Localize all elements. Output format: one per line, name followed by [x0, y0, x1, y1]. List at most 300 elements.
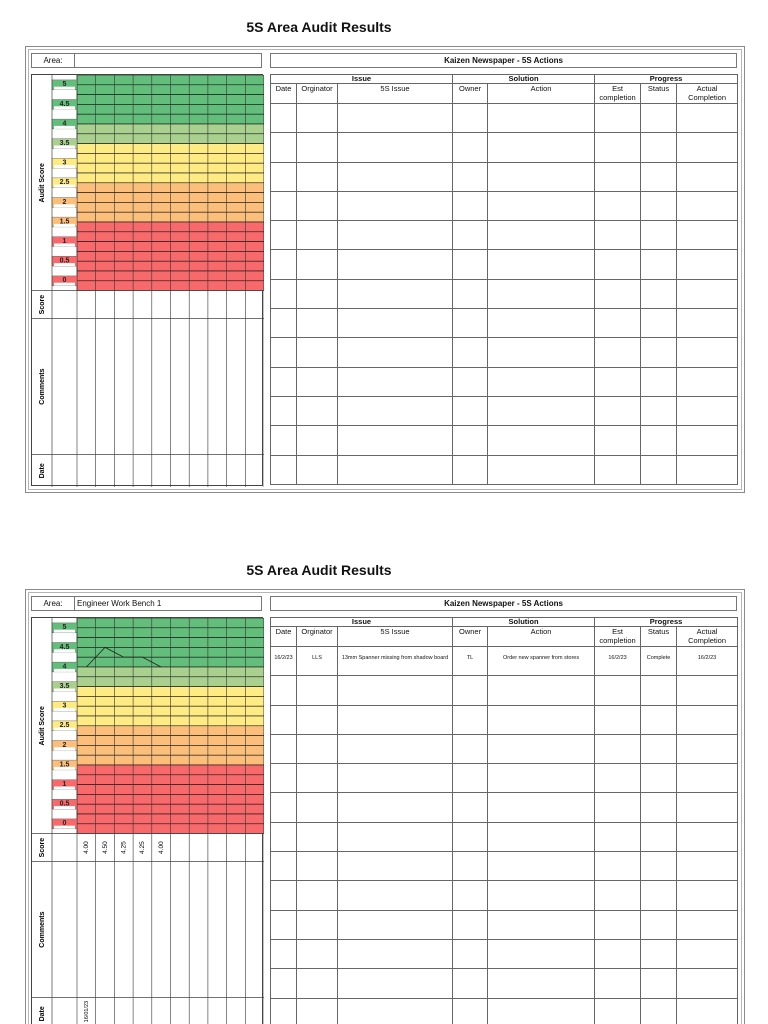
table-cell[interactable] — [677, 793, 738, 822]
table-row — [271, 910, 738, 939]
table-cell[interactable] — [271, 998, 297, 1024]
table-cell[interactable] — [595, 309, 641, 338]
audit-score-label: Audit Score — [38, 706, 46, 746]
table-cell[interactable] — [453, 104, 488, 133]
scale-tick-label: 1 — [62, 238, 67, 245]
table-cell[interactable] — [641, 822, 677, 851]
table-cell[interactable] — [595, 822, 641, 851]
table-cell[interactable] — [297, 969, 338, 998]
scale-tick-label: 4.5 — [59, 100, 70, 108]
table-cell[interactable] — [338, 221, 453, 250]
table-cell[interactable] — [488, 852, 595, 881]
table-cell[interactable] — [297, 455, 338, 484]
table-cell[interactable] — [338, 455, 453, 484]
table-cell[interactable] — [338, 191, 453, 220]
kaizen-title: Kaizen Newspaper - 5S Actions — [270, 53, 737, 68]
group-issue: Issue — [271, 618, 453, 627]
comments-row-label: Comments — [38, 911, 46, 948]
table-cell[interactable] — [677, 910, 738, 939]
table-cell[interactable] — [297, 676, 338, 705]
kaizen-title: Kaizen Newspaper - 5S Actions — [270, 596, 737, 611]
table-cell[interactable] — [641, 881, 677, 910]
table-cell[interactable] — [271, 881, 297, 910]
table-cell[interactable] — [595, 396, 641, 425]
area-field[interactable]: Engineer Work Bench 1 — [75, 596, 262, 611]
table-cell[interactable] — [338, 764, 453, 793]
table-cell[interactable] — [271, 338, 297, 367]
table-cell[interactable] — [677, 426, 738, 455]
table-row — [271, 279, 738, 308]
table-cell[interactable] — [595, 104, 641, 133]
table-cell[interactable] — [453, 822, 488, 851]
table-cell[interactable] — [297, 764, 338, 793]
table-cell[interactable] — [297, 998, 338, 1024]
table-cell[interactable] — [271, 455, 297, 484]
date-row-label: Date — [38, 463, 46, 479]
table-cell[interactable] — [453, 221, 488, 250]
table-cell[interactable] — [641, 279, 677, 308]
table-cell[interactable] — [297, 104, 338, 133]
table-cell[interactable] — [488, 309, 595, 338]
date-row-label: Date — [38, 1006, 46, 1022]
table-cell[interactable] — [271, 793, 297, 822]
table-cell[interactable] — [595, 852, 641, 881]
table-cell[interactable] — [453, 998, 488, 1024]
table-cell[interactable] — [595, 426, 641, 455]
table-cell[interactable] — [488, 133, 595, 162]
column-header: Actual Completion — [677, 627, 738, 647]
score-panel — [31, 617, 263, 1024]
scale-tick-label: 4 — [62, 663, 67, 671]
column-header: Owner — [453, 84, 488, 104]
table-cell[interactable] — [453, 910, 488, 939]
actions-table — [270, 74, 738, 485]
table-cell[interactable]: TL — [453, 647, 488, 676]
table-cell[interactable] — [488, 367, 595, 396]
table-cell[interactable] — [595, 221, 641, 250]
table-row — [271, 250, 738, 279]
table-cell[interactable] — [297, 279, 338, 308]
table-cell[interactable] — [271, 191, 297, 220]
table-row — [271, 104, 738, 133]
table-row — [271, 939, 738, 968]
table-cell[interactable] — [338, 939, 453, 968]
table-cell[interactable] — [338, 676, 453, 705]
scale-tick-label: 4.5 — [59, 643, 70, 651]
table-cell[interactable]: Complete — [641, 647, 677, 676]
table-cell[interactable] — [488, 910, 595, 939]
column-header: Status — [641, 627, 677, 647]
table-cell[interactable] — [488, 426, 595, 455]
table-cell[interactable] — [271, 250, 297, 279]
table-cell[interactable] — [677, 764, 738, 793]
table-row — [271, 647, 738, 676]
table-cell[interactable] — [271, 822, 297, 851]
table-cell[interactable] — [453, 309, 488, 338]
column-header: Est completion — [595, 84, 641, 104]
table-cell[interactable] — [338, 734, 453, 763]
table-cell[interactable] — [595, 455, 641, 484]
area-label: Area: — [31, 53, 75, 68]
group-solution: Solution — [453, 75, 595, 84]
table-cell[interactable] — [595, 793, 641, 822]
scale-tick-label: 2.5 — [59, 722, 70, 730]
table-cell[interactable] — [488, 764, 595, 793]
table-cell[interactable] — [338, 309, 453, 338]
column-header: Est completion — [595, 627, 641, 647]
scale-tick-label: 4 — [62, 120, 67, 128]
scale-tick-label: 0.5 — [59, 257, 70, 265]
table-cell[interactable] — [677, 250, 738, 279]
table-cell[interactable]: LLS — [297, 647, 338, 676]
table-cell[interactable] — [641, 396, 677, 425]
table-cell[interactable] — [271, 396, 297, 425]
table-cell[interactable] — [677, 705, 738, 734]
group-progress: Progress — [595, 618, 738, 627]
table-cell[interactable] — [488, 104, 595, 133]
table-cell[interactable] — [677, 455, 738, 484]
table-row — [271, 881, 738, 910]
table-cell[interactable] — [595, 279, 641, 308]
area-label: Area: — [31, 596, 75, 611]
table-cell[interactable] — [297, 338, 338, 367]
table-row — [271, 191, 738, 220]
table-cell[interactable] — [453, 426, 488, 455]
table-cell[interactable] — [297, 822, 338, 851]
table-cell[interactable] — [488, 162, 595, 191]
table-cell[interactable] — [338, 279, 453, 308]
table-cell[interactable] — [595, 367, 641, 396]
table-cell[interactable] — [338, 104, 453, 133]
column-header: Orginator — [297, 627, 338, 647]
table-cell[interactable] — [453, 133, 488, 162]
table-cell[interactable] — [677, 881, 738, 910]
table-cell[interactable] — [338, 162, 453, 191]
table-cell[interactable] — [338, 426, 453, 455]
table-cell[interactable] — [641, 939, 677, 968]
scale-tick-label: 5 — [62, 81, 67, 89]
table-cell[interactable] — [595, 998, 641, 1024]
table-cell[interactable] — [297, 133, 338, 162]
table-cell[interactable] — [641, 338, 677, 367]
table-row — [271, 162, 738, 191]
table-cell[interactable] — [297, 705, 338, 734]
scale-tick-label: 1.5 — [59, 218, 70, 226]
table-cell[interactable] — [488, 969, 595, 998]
table-cell[interactable] — [338, 250, 453, 279]
table-cell[interactable] — [338, 133, 453, 162]
table-row — [271, 852, 738, 881]
column-header: Action — [488, 627, 595, 647]
table-cell[interactable] — [297, 191, 338, 220]
table-cell[interactable] — [297, 221, 338, 250]
comments-row-label: Comments — [38, 368, 46, 405]
table-cell[interactable] — [297, 426, 338, 455]
column-header: Date — [271, 84, 297, 104]
table-cell[interactable] — [595, 705, 641, 734]
table-cell[interactable] — [488, 455, 595, 484]
table-cell[interactable] — [677, 734, 738, 763]
table-cell[interactable] — [453, 676, 488, 705]
table-cell[interactable] — [453, 455, 488, 484]
table-cell[interactable] — [338, 881, 453, 910]
column-header: Date — [271, 627, 297, 647]
table-cell[interactable] — [641, 309, 677, 338]
table-row — [271, 338, 738, 367]
table-row — [271, 426, 738, 455]
table-row — [271, 822, 738, 851]
scale-tick-label: 3.5 — [59, 140, 70, 147]
table-cell[interactable] — [595, 338, 641, 367]
audit-score-chart — [32, 618, 264, 1024]
column-header: Owner — [453, 627, 488, 647]
table-cell[interactable] — [271, 969, 297, 998]
table-cell[interactable] — [677, 104, 738, 133]
audit-sheet-1 — [25, 46, 745, 493]
table-cell[interactable] — [641, 676, 677, 705]
table-cell[interactable] — [641, 910, 677, 939]
table-cell[interactable] — [338, 338, 453, 367]
table-cell[interactable] — [338, 793, 453, 822]
table-cell[interactable] — [641, 455, 677, 484]
table-cell[interactable] — [488, 396, 595, 425]
table-cell[interactable] — [641, 191, 677, 220]
table-cell[interactable] — [271, 676, 297, 705]
table-row — [271, 734, 738, 763]
table-cell[interactable] — [271, 939, 297, 968]
table-cell[interactable] — [338, 852, 453, 881]
group-progress: Progress — [595, 75, 738, 84]
score-panel — [31, 74, 263, 486]
table-cell[interactable] — [677, 309, 738, 338]
table-cell[interactable] — [488, 939, 595, 968]
table-cell[interactable] — [641, 367, 677, 396]
table-cell[interactable]: 13mm Spanner missing from shadow board — [338, 647, 453, 676]
table-cell[interactable] — [488, 221, 595, 250]
table-cell[interactable] — [297, 162, 338, 191]
table-cell[interactable] — [677, 396, 738, 425]
table-row — [271, 998, 738, 1024]
table-cell[interactable] — [677, 939, 738, 968]
scale-tick-label: 0 — [62, 820, 67, 828]
table-cell[interactable] — [453, 191, 488, 220]
table-cell[interactable] — [488, 998, 595, 1024]
table-cell[interactable] — [677, 676, 738, 705]
table-cell[interactable] — [338, 367, 453, 396]
table-cell[interactable] — [595, 676, 641, 705]
table-cell[interactable] — [641, 793, 677, 822]
table-cell[interactable] — [271, 309, 297, 338]
score-value: 4.00 — [83, 841, 91, 854]
table-cell[interactable] — [488, 734, 595, 763]
table-cell[interactable] — [453, 939, 488, 968]
table-cell[interactable] — [453, 705, 488, 734]
table-cell[interactable] — [595, 910, 641, 939]
table-cell[interactable] — [338, 910, 453, 939]
table-cell[interactable] — [488, 822, 595, 851]
group-issue: Issue — [271, 75, 453, 84]
table-cell[interactable] — [641, 104, 677, 133]
table-cell[interactable] — [488, 279, 595, 308]
table-cell[interactable] — [453, 396, 488, 425]
table-cell[interactable] — [338, 705, 453, 734]
table-cell[interactable] — [453, 969, 488, 998]
table-cell[interactable] — [271, 221, 297, 250]
table-row — [271, 705, 738, 734]
table-row — [271, 676, 738, 705]
table-cell[interactable] — [453, 881, 488, 910]
table-cell[interactable]: Order new spanner from stores — [488, 647, 595, 676]
table-cell[interactable] — [297, 852, 338, 881]
table-cell[interactable] — [488, 250, 595, 279]
table-cell[interactable] — [488, 705, 595, 734]
table-cell[interactable] — [338, 969, 453, 998]
column-header: Action — [488, 84, 595, 104]
table-cell[interactable] — [595, 734, 641, 763]
column-header: Status — [641, 84, 677, 104]
table-cell[interactable]: 16/2/23 — [595, 647, 641, 676]
table-cell[interactable] — [595, 881, 641, 910]
table-cell[interactable] — [677, 367, 738, 396]
table-row — [271, 455, 738, 484]
table-cell[interactable] — [297, 396, 338, 425]
table-cell[interactable] — [453, 162, 488, 191]
table-cell[interactable] — [297, 881, 338, 910]
table-cell[interactable] — [677, 221, 738, 250]
table-cell[interactable] — [641, 734, 677, 763]
column-header: 5S Issue — [338, 84, 453, 104]
table-cell[interactable] — [595, 939, 641, 968]
column-header: Orginator — [297, 84, 338, 104]
table-cell[interactable] — [641, 705, 677, 734]
table-cell[interactable] — [297, 910, 338, 939]
table-cell[interactable] — [297, 734, 338, 763]
table-cell[interactable] — [641, 250, 677, 279]
table-cell[interactable] — [271, 133, 297, 162]
score-value: 4.25 — [139, 841, 147, 854]
area-field[interactable] — [75, 53, 262, 68]
table-row — [271, 396, 738, 425]
scale-tick-label: 3.5 — [59, 683, 70, 690]
table-cell[interactable] — [297, 309, 338, 338]
scale-tick-label: 1 — [62, 781, 67, 788]
table-cell[interactable] — [677, 852, 738, 881]
table-cell[interactable] — [595, 764, 641, 793]
table-cell[interactable] — [453, 793, 488, 822]
table-cell[interactable] — [271, 705, 297, 734]
table-cell[interactable] — [338, 998, 453, 1024]
table-cell[interactable] — [677, 822, 738, 851]
audit-sheet-2 — [25, 589, 745, 1024]
table-cell[interactable] — [271, 367, 297, 396]
table-cell[interactable] — [677, 162, 738, 191]
audit-date: 16/01/23 — [83, 1000, 90, 1023]
scale-tick-label: 2 — [62, 198, 67, 206]
table-cell[interactable] — [271, 764, 297, 793]
table-cell[interactable] — [677, 998, 738, 1024]
scale-tick-label: 5 — [62, 624, 67, 632]
table-cell[interactable] — [338, 396, 453, 425]
table-cell[interactable] — [595, 133, 641, 162]
table-cell[interactable] — [641, 998, 677, 1024]
table-cell[interactable] — [595, 191, 641, 220]
table-cell[interactable] — [271, 104, 297, 133]
column-header: 5S Issue — [338, 627, 453, 647]
score-row-label: Score — [38, 837, 46, 858]
table-cell[interactable] — [641, 764, 677, 793]
audit-score-chart — [32, 75, 264, 487]
score-value: 4.00 — [157, 841, 165, 854]
table-cell[interactable] — [297, 367, 338, 396]
table-cell[interactable]: 16/2/23 — [271, 647, 297, 676]
table-cell[interactable] — [271, 426, 297, 455]
table-cell[interactable] — [297, 250, 338, 279]
table-cell[interactable] — [297, 939, 338, 968]
table-cell[interactable] — [488, 191, 595, 220]
table-cell[interactable] — [595, 969, 641, 998]
table-cell[interactable] — [453, 734, 488, 763]
table-cell[interactable] — [677, 969, 738, 998]
scale-tick-label: 1.5 — [59, 761, 70, 769]
table-cell[interactable] — [453, 852, 488, 881]
table-cell[interactable] — [641, 969, 677, 998]
table-cell[interactable] — [488, 338, 595, 367]
table-cell[interactable] — [595, 162, 641, 191]
page-title-2: 5S Area Audit Results — [246, 562, 392, 578]
score-row-label: Score — [38, 294, 46, 315]
table-cell[interactable] — [595, 250, 641, 279]
table-cell[interactable] — [453, 279, 488, 308]
table-cell[interactable] — [488, 676, 595, 705]
table-cell[interactable] — [641, 852, 677, 881]
audit-score-label: Audit Score — [38, 163, 46, 203]
table-cell[interactable] — [453, 250, 488, 279]
table-cell[interactable] — [271, 279, 297, 308]
table-cell[interactable] — [677, 191, 738, 220]
table-cell[interactable] — [488, 793, 595, 822]
table-cell[interactable] — [641, 426, 677, 455]
actions-table — [270, 617, 738, 1024]
table-cell[interactable] — [271, 910, 297, 939]
table-cell[interactable] — [677, 133, 738, 162]
scale-tick-label: 2.5 — [59, 179, 70, 187]
table-cell[interactable] — [338, 822, 453, 851]
scale-tick-label: 2 — [62, 741, 67, 749]
table-row — [271, 367, 738, 396]
table-cell[interactable] — [271, 162, 297, 191]
table-cell[interactable] — [488, 881, 595, 910]
table-cell[interactable] — [271, 852, 297, 881]
table-cell[interactable] — [641, 162, 677, 191]
table-cell[interactable] — [453, 338, 488, 367]
group-solution: Solution — [453, 618, 595, 627]
scale-tick-label: 3 — [62, 159, 67, 167]
scale-tick-label: 0.5 — [59, 800, 70, 808]
table-cell[interactable] — [641, 221, 677, 250]
scale-tick-label: 3 — [62, 702, 67, 710]
table-cell[interactable] — [453, 764, 488, 793]
table-row — [271, 309, 738, 338]
table-cell[interactable]: 16/2/23 — [677, 647, 738, 676]
table-cell[interactable] — [677, 279, 738, 308]
scale-tick-label: 0 — [62, 277, 67, 285]
page-title-1: 5S Area Audit Results — [246, 19, 392, 35]
table-cell[interactable] — [453, 367, 488, 396]
table-cell[interactable] — [677, 338, 738, 367]
table-cell[interactable] — [641, 133, 677, 162]
table-cell[interactable] — [271, 734, 297, 763]
table-cell[interactable] — [297, 793, 338, 822]
